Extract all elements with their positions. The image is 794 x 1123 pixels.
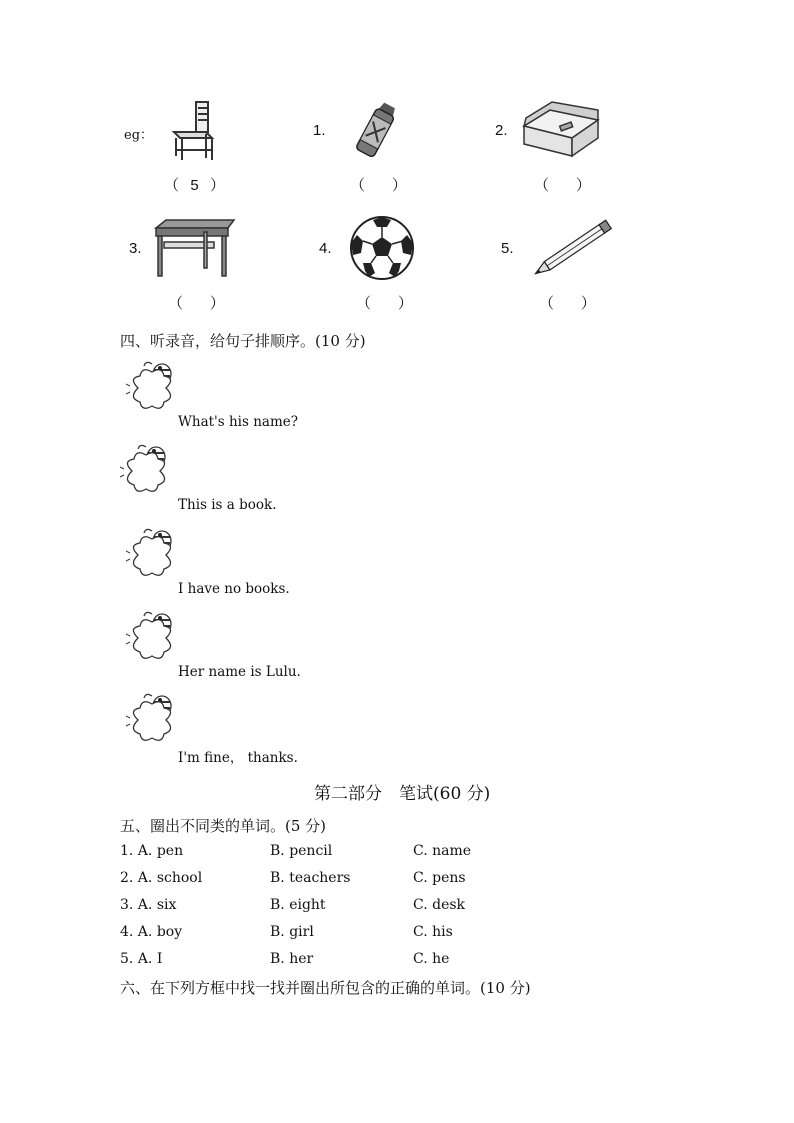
sentence-2: This is a book. bbox=[178, 497, 277, 513]
section-6-heading: 六、在下列方框中找一找并圈出所包含的正确的单词。(10 分) bbox=[120, 979, 531, 997]
desk-icon bbox=[152, 218, 236, 278]
option-1a[interactable]: 1. A. pen bbox=[120, 843, 184, 859]
answer-blank-5[interactable]: （ ） bbox=[539, 295, 597, 312]
item-2-label: 2. bbox=[495, 122, 508, 139]
pencil-icon bbox=[524, 216, 620, 282]
answer-blank-3[interactable]: （ ） bbox=[168, 295, 226, 312]
sentence-3: I have no books. bbox=[178, 581, 290, 597]
option-4a[interactable]: 4. A. boy bbox=[120, 924, 183, 940]
crayon-icon bbox=[350, 100, 402, 162]
chair-icon bbox=[168, 100, 216, 162]
bee-flower-icon[interactable] bbox=[118, 443, 178, 505]
option-5c[interactable]: C. he bbox=[413, 951, 450, 967]
sentence-5: I'm fine， thanks. bbox=[178, 750, 298, 766]
option-2b[interactable]: B. teachers bbox=[270, 870, 351, 886]
option-5b[interactable]: B. her bbox=[270, 951, 314, 967]
option-2c[interactable]: C. pens bbox=[413, 870, 466, 886]
item-1-label: 1. bbox=[313, 122, 326, 139]
answer-blank-2[interactable]: （ ） bbox=[534, 177, 592, 194]
item-3-label: 3. bbox=[129, 240, 142, 257]
bee-flower-icon[interactable] bbox=[124, 360, 184, 422]
section-5-heading: 五、圈出不同类的单词。(5 分) bbox=[120, 817, 327, 835]
option-4b[interactable]: B. girl bbox=[270, 924, 314, 940]
option-3b[interactable]: B. eight bbox=[270, 897, 326, 913]
option-2a[interactable]: 2. A. school bbox=[120, 870, 203, 886]
bee-flower-icon[interactable] bbox=[124, 527, 184, 589]
example-label: eg： bbox=[124, 128, 154, 143]
option-3c[interactable]: C. desk bbox=[413, 897, 466, 913]
option-5a[interactable]: 5. A. I bbox=[120, 951, 163, 967]
pencil-box-icon bbox=[520, 96, 602, 162]
section-4-heading: 四、听录音，给句子排顺序。(10 分) bbox=[120, 332, 366, 350]
option-3a[interactable]: 3. A. six bbox=[120, 897, 177, 913]
item-5-label: 5. bbox=[501, 240, 514, 257]
answer-blank-4[interactable]: （ ） bbox=[356, 295, 414, 312]
sentence-1: What's his name? bbox=[178, 414, 298, 430]
soccer-ball-icon bbox=[349, 215, 415, 281]
option-4c[interactable]: C. his bbox=[413, 924, 453, 940]
sentence-4: Her name is Lulu. bbox=[178, 664, 301, 680]
option-1b[interactable]: B. pencil bbox=[270, 843, 333, 859]
bee-flower-icon[interactable] bbox=[124, 692, 184, 754]
answer-blank-example[interactable]: （ 5 ） bbox=[164, 177, 227, 194]
bee-flower-icon[interactable] bbox=[124, 610, 184, 672]
option-1c[interactable]: C. name bbox=[413, 843, 472, 859]
answer-blank-1[interactable]: （ ） bbox=[350, 177, 408, 194]
part-2-title: 第二部分 笔试(60 分) bbox=[314, 784, 491, 804]
item-4-label: 4. bbox=[319, 240, 332, 257]
